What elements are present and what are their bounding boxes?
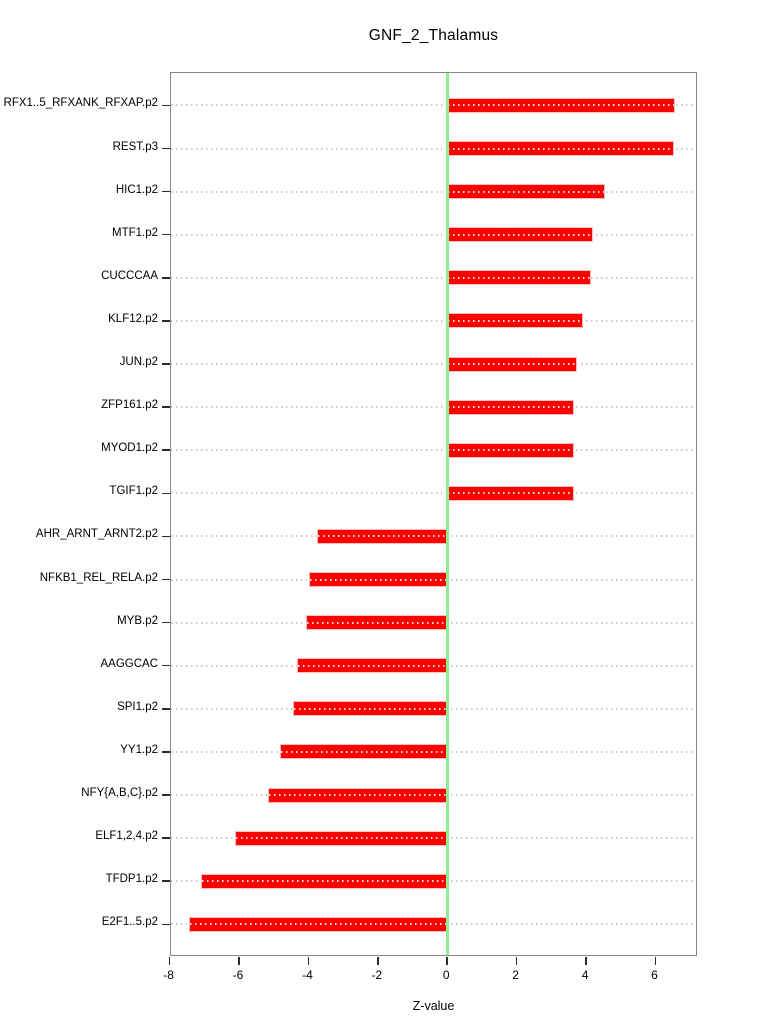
bar [235, 831, 448, 846]
category-label: JUN.p2 [119, 356, 158, 368]
x-tick-label: 4 [581, 968, 589, 982]
gridline [171, 492, 696, 494]
bar-gridline-overlay [448, 104, 674, 106]
x-axis-tick [585, 957, 587, 965]
x-axis-tick [655, 957, 657, 965]
x-tick-label: -4 [302, 968, 313, 982]
gridline [171, 406, 696, 408]
y-axis-tick [162, 449, 170, 451]
bar [293, 701, 447, 716]
y-axis-tick [162, 191, 170, 193]
x-tick-label: 6 [651, 968, 658, 982]
bar-gridline-overlay [202, 880, 446, 882]
bar-gridline-overlay [448, 191, 604, 193]
bar [189, 917, 447, 932]
category-label: MTF1.p2 [111, 226, 158, 239]
x-tick-label: -6 [232, 968, 244, 982]
x-axis-tick [308, 957, 310, 965]
x-axis-label: Z-value [412, 999, 455, 1013]
plot-area [170, 72, 697, 956]
category-label: TFDP1.p2 [105, 873, 158, 886]
category-label: AAGGCAC [100, 657, 158, 670]
bar [447, 227, 593, 242]
category-label: ELF1,2,4.p2 [95, 830, 158, 843]
bar [447, 270, 591, 285]
bar-gridline-overlay [448, 492, 573, 494]
x-axis-tick [377, 957, 379, 965]
chart-title: GNF_2_Thalamus [368, 27, 499, 44]
y-axis-tick [162, 536, 170, 538]
bar-gridline-overlay [236, 837, 447, 839]
bar-gridline-overlay [190, 923, 446, 925]
x-tick-label: -2 [371, 968, 383, 982]
category-label: AHR_ARNT_ARNT2.p2 [35, 528, 158, 541]
x-axis-tick [238, 957, 240, 965]
gridline [171, 449, 696, 451]
bar-gridline-overlay [448, 320, 581, 322]
bar [447, 486, 574, 501]
category-label: MYB.p2 [117, 614, 158, 627]
bar [309, 572, 447, 587]
category-label: KLF12.p2 [108, 312, 158, 325]
x-axis-tick [446, 957, 448, 965]
y-axis-tick [162, 924, 170, 926]
gridline [171, 320, 696, 322]
zero-reference-line [446, 73, 449, 955]
x-tick-label: 2 [512, 968, 519, 982]
category-label: E2F1..5.p2 [101, 916, 158, 929]
x-tick-label: 0 [442, 968, 450, 982]
bar [201, 874, 447, 889]
bar [447, 141, 674, 156]
bar-gridline-overlay [298, 665, 446, 667]
y-axis-tick [162, 105, 170, 107]
y-axis-tick [162, 363, 170, 365]
category-label: TGIF1.p2 [109, 485, 158, 498]
bar [268, 788, 447, 803]
bar [317, 529, 447, 544]
y-axis-tick [162, 837, 170, 839]
y-axis-tick [162, 493, 170, 495]
bar [447, 98, 675, 113]
category-label: ZFP161.p2 [101, 399, 158, 412]
gridline [171, 277, 696, 279]
x-axis-tick [169, 957, 171, 965]
bar-gridline-overlay [307, 622, 447, 624]
bar [447, 313, 582, 328]
y-axis-tick [162, 148, 170, 150]
bar-gridline-overlay [281, 751, 446, 753]
bar-gridline-overlay [294, 708, 446, 710]
y-axis-tick [162, 320, 170, 322]
bar-gridline-overlay [269, 794, 446, 796]
gridline [171, 191, 696, 193]
y-axis-tick [162, 751, 170, 753]
x-axis-tick [516, 957, 518, 965]
category-label: SPI1.p2 [117, 700, 158, 713]
bar [280, 744, 447, 759]
bar [447, 184, 605, 199]
bar [297, 658, 447, 673]
x-tick-label: -8 [163, 968, 174, 982]
category-label: YY1.p2 [120, 743, 158, 756]
bar-gridline-overlay [448, 449, 573, 451]
y-axis-tick [162, 708, 170, 710]
category-label: MYOD1.p2 [101, 442, 158, 455]
bar [447, 443, 574, 458]
bar-gridline-overlay [310, 579, 446, 581]
y-axis-tick [162, 622, 170, 624]
y-axis-tick [162, 579, 170, 581]
bar-gridline-overlay [448, 363, 576, 365]
y-axis-tick [162, 794, 170, 796]
gridline [171, 234, 696, 236]
y-axis-tick [162, 880, 170, 882]
bar-gridline-overlay [448, 406, 573, 408]
category-label: HIC1.p2 [115, 183, 158, 196]
category-label: NFY{A,B,C}.p2 [81, 787, 158, 799]
bar [447, 357, 577, 372]
y-axis-tick [162, 277, 170, 279]
bar-gridline-overlay [448, 277, 590, 279]
bar-gridline-overlay [318, 535, 446, 537]
category-label: NFKB1_REL_RELA.p2 [39, 571, 158, 584]
bar [306, 615, 448, 630]
y-axis-tick [162, 406, 170, 408]
bar-gridline-overlay [448, 234, 592, 236]
y-axis-tick [162, 665, 170, 667]
bar-gridline-overlay [448, 148, 673, 150]
category-label: CUCCCAA [101, 269, 158, 282]
bar [447, 400, 574, 415]
category-label: RFX1..5_RFXANK_RFXAP.p2 [3, 97, 158, 110]
category-label: REST.p3 [112, 140, 158, 153]
y-axis-tick [162, 234, 170, 236]
gridline [171, 363, 696, 365]
